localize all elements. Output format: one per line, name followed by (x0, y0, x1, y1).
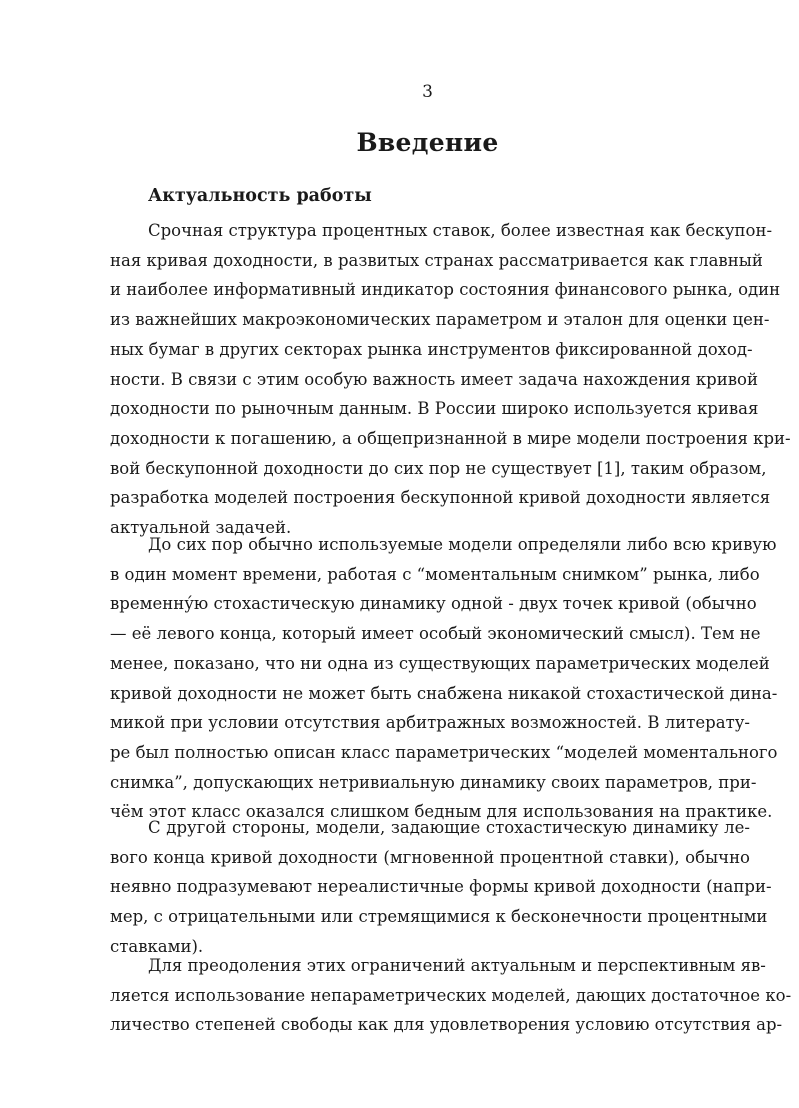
text-line: микой при условии отсутствия арбитражных возможностей. В литерату- (110, 713, 750, 733)
text-line: ных бумаг в других секторах рынка инструментов фиксированной доход- (110, 339, 753, 359)
text-line: С другой стороны, модели, задающие стохастическую динамику ле- (148, 818, 750, 837)
text-line: разработка моделей построения бескупонной кривой доходности является (110, 488, 771, 508)
text-line: вого конца кривой доходности (мгновенной процентной ставки), обычно (110, 847, 750, 867)
text-line: и наиболее информативный индикатор состояния финансового рынка, один (110, 280, 781, 300)
text-line: кривой доходности не может быть снабжена никакой стохастической дина- (110, 683, 778, 703)
text-line: снимка”, допускающих нетривиальную динамику своих параметров, при- (110, 772, 757, 792)
text-line: ная кривая доходности, в развитых странах рассматривается как главный (110, 250, 763, 270)
text-line: Для преодоления этих ограничений актуальным и перспективным яв- (148, 956, 766, 975)
text-line: доходности по рыночным данным. В России широко используется кривая (110, 399, 759, 419)
text-line: временну́ю стохастическую динамику одной - двух точек кривой (обычно (110, 594, 757, 614)
text-line: менее, показано, что ни одна из существующих параметрических моделей (110, 653, 770, 673)
paragraph-existing-models (110, 530, 778, 827)
paragraph-short-rate-models (110, 813, 772, 962)
text-line: из важнейших макроэкономических параметром и эталон для оценки цен- (110, 310, 770, 330)
text-line: ре был полностью описан класс параметрических “моделей моментального (110, 742, 778, 762)
paragraph-nonparametric (110, 951, 792, 1040)
text-line: — её левого конца, который имеет особый экономический смысл). Тем не (110, 624, 761, 644)
text-line: доходности к погашению, а общепризнанной в мире модели построения кри- (110, 428, 791, 448)
text-line: мер, с отрицательными или стремящимися к бесконечности процентными (110, 907, 768, 927)
text-line: актуальной задачей. (110, 518, 292, 538)
chapter-title: Введение (356, 128, 499, 157)
text-line: ности. В связи с этим особую важность имеет задача нахождения кривой (110, 369, 758, 389)
text-line: ставками). (110, 936, 204, 956)
text-line: неявно подразумевают нереалистичные формы кривой доходности (напри- (110, 877, 772, 897)
text-line: чём этот класс оказался слишком бедным для использования на практике. (110, 802, 773, 822)
text-line: До сих пор обычно используемые модели определяли либо всю кривую (148, 535, 777, 554)
text-line: личество степеней свободы как для удовлетворения условию отсутствия ар- (110, 1015, 783, 1035)
section-title: Актуальность работы (148, 186, 372, 206)
text-line: вой бескупонной доходности до сих пор не существует [1], таким образом, (110, 458, 767, 478)
paragraph-relevance (110, 216, 791, 543)
text-line: ляется использование непараметрических моделей, дающих достаточное ко- (110, 985, 792, 1005)
text-line: в один момент времени, работая с “моментальным снимком” рынка, либо (110, 564, 760, 584)
page-number: 3 (422, 82, 433, 102)
text-line: Срочная структура процентных ставок, более известная как бескупон- (148, 221, 773, 240)
